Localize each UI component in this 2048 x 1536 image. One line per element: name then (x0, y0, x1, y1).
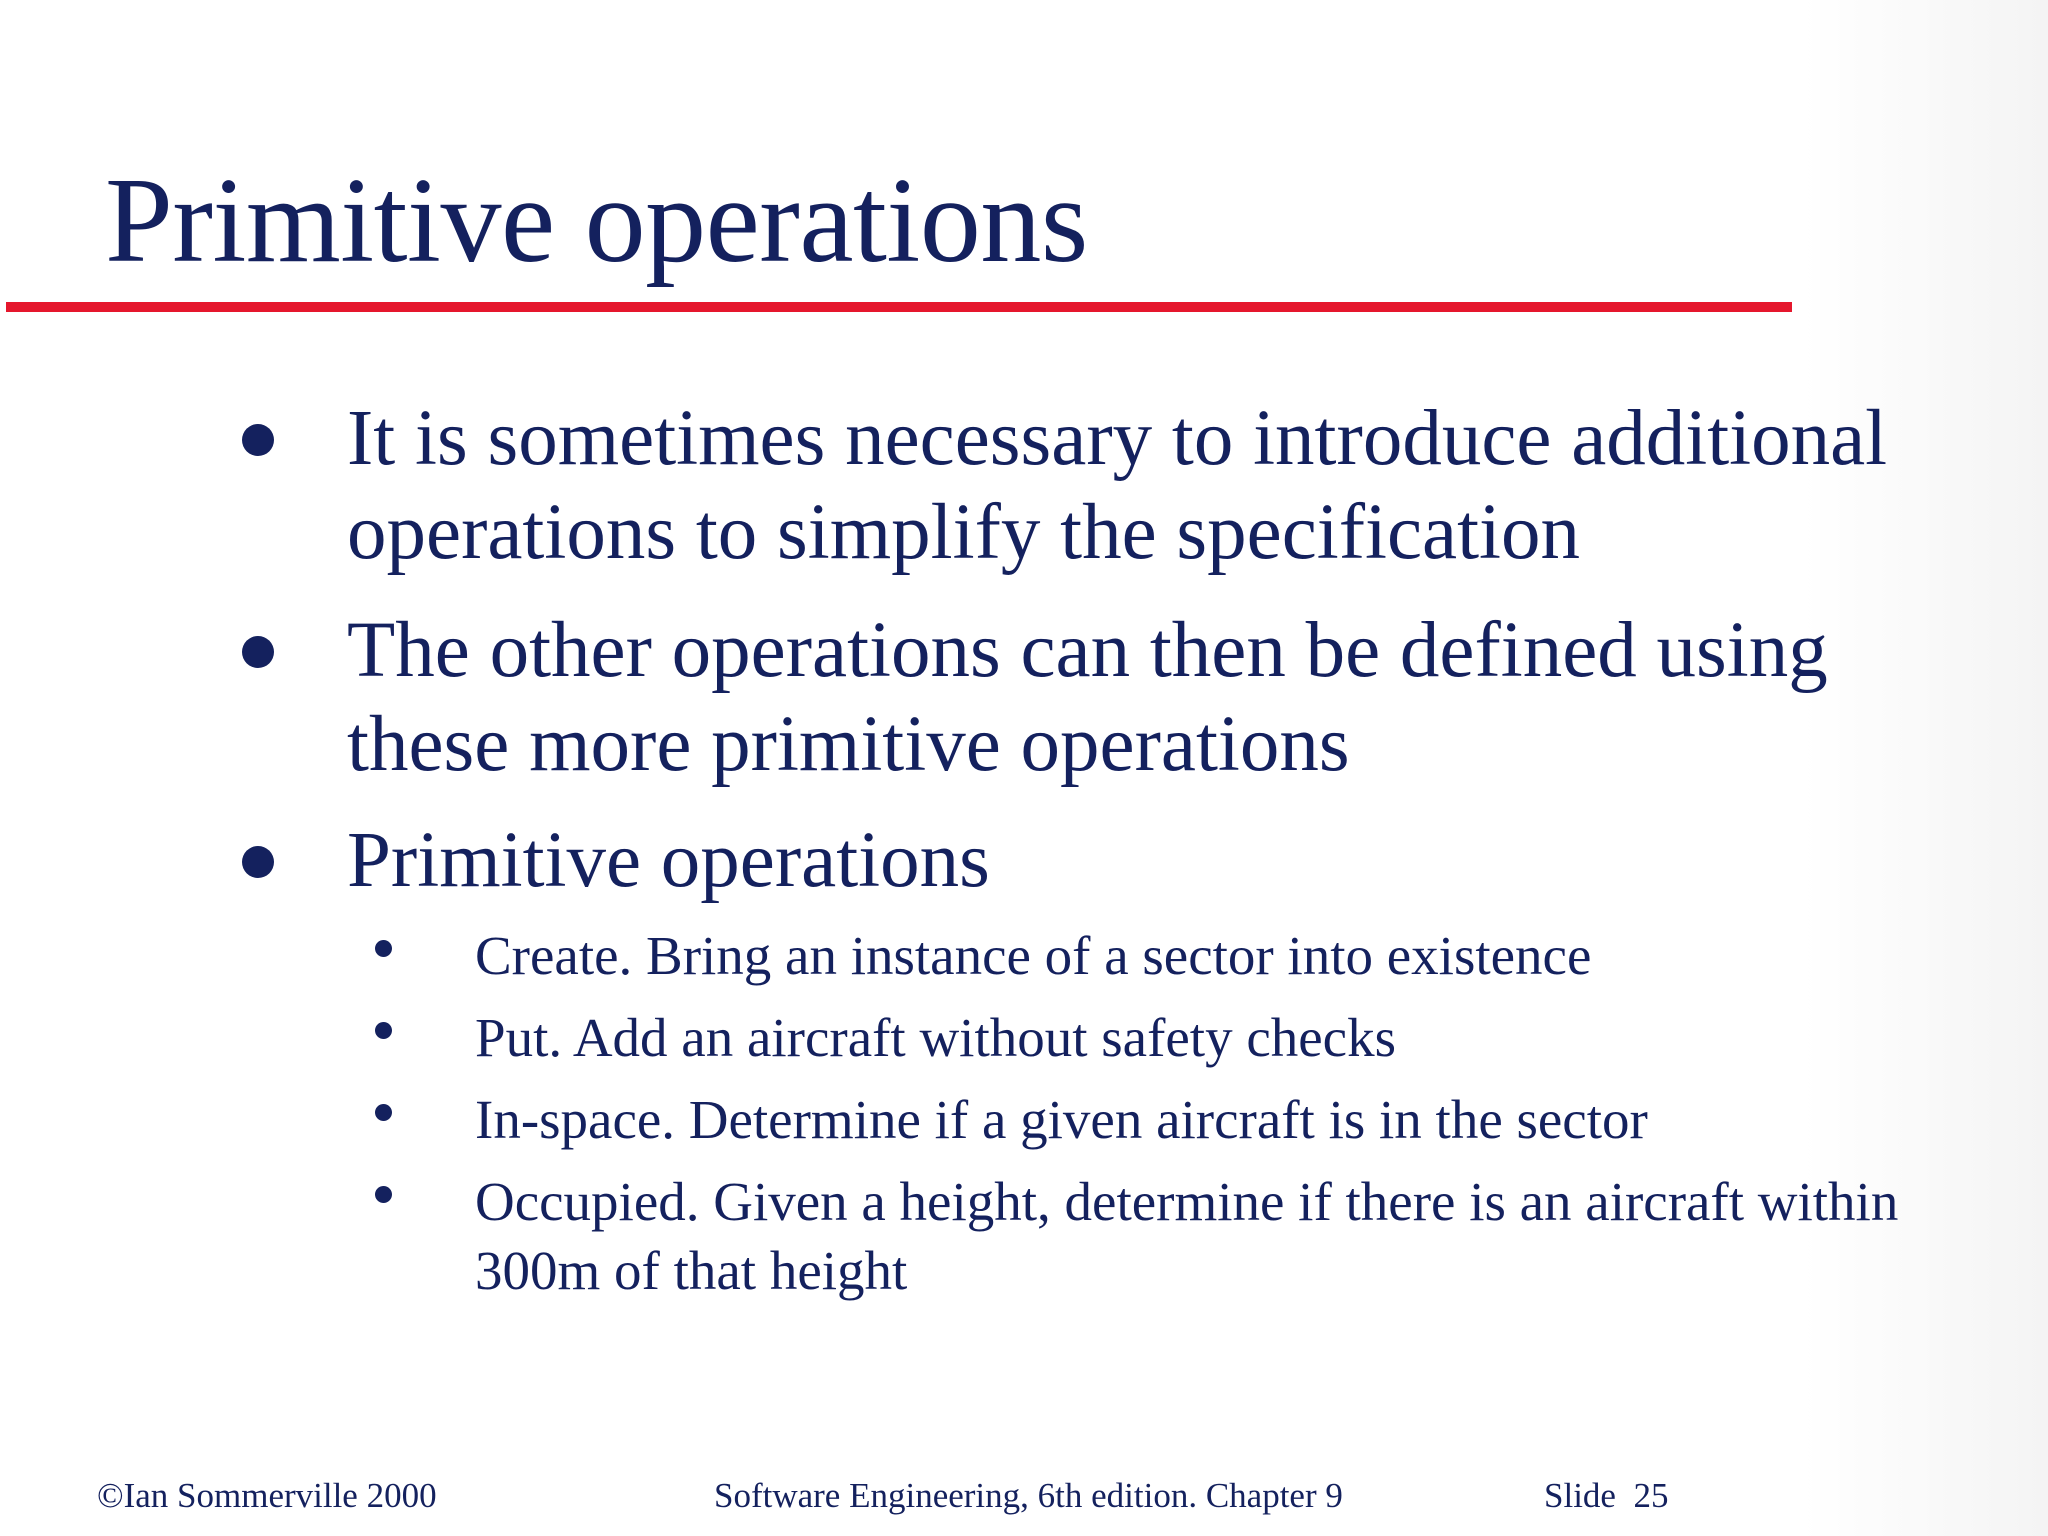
bullet-text: It is sometimes necessary to introduce additional operations to simplify the specification (347, 395, 1888, 576)
sub-bullet-text: Put. Add an aircraft without safety checks (475, 1007, 1396, 1068)
sub-bullet-dot-icon (375, 1186, 392, 1203)
slide-title: Primitive operations (105, 153, 1088, 288)
sub-bullet-dot-icon (375, 940, 392, 957)
bullet-dot-icon (242, 636, 274, 668)
bullet-text: The other operations can then be defined using these more primitive operations (347, 607, 1828, 788)
footer-copyright: ©Ian Sommerville 2000 (97, 1476, 437, 1515)
sub-bullet-text: Create. Bring an instance of a sector into existence (475, 925, 1592, 986)
sub-bullet-text: Occupied. Given a height, determine if there is an aircraft within 300m of that height (475, 1171, 1899, 1301)
footer-slide-number: Slide 25 (1544, 1476, 1669, 1515)
bullet-dot-icon (242, 424, 274, 456)
sub-bullet-dot-icon (375, 1104, 392, 1121)
sub-bullet-text: In-space. Determine if a given aircraft is in the sector (475, 1089, 1648, 1150)
footer-book-title: Software Engineering, 6th edition. Chapter 9 (714, 1476, 1343, 1515)
sub-bullet-dot-icon (375, 1022, 392, 1039)
bullet-text: Primitive operations (347, 817, 990, 904)
bullet-dot-icon (242, 846, 274, 878)
title-underline (6, 302, 1792, 312)
